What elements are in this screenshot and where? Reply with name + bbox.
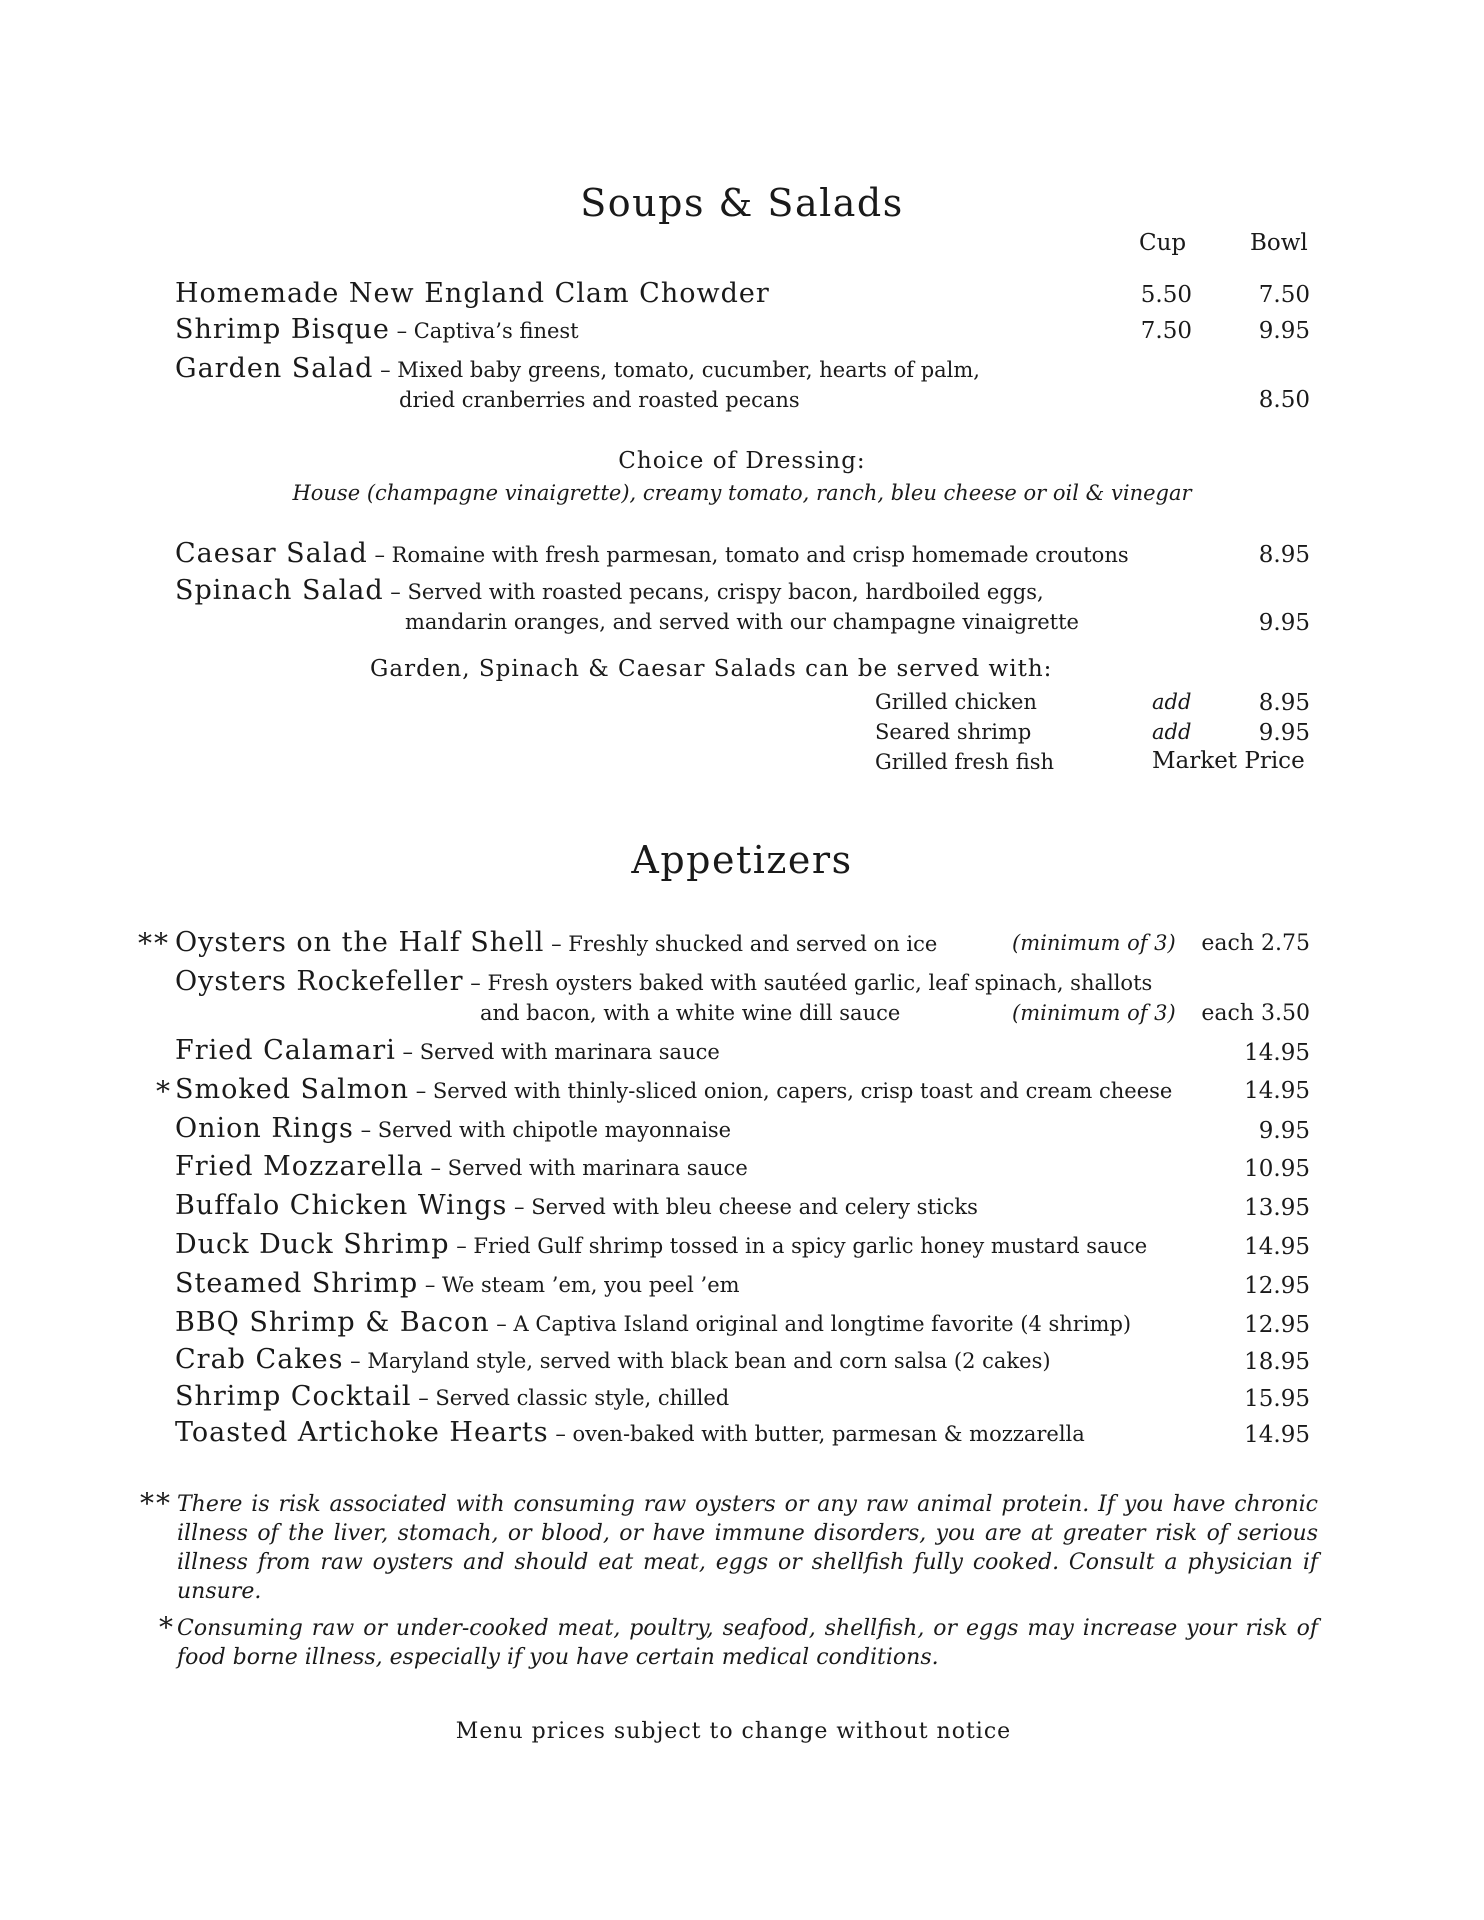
- item-description: – Fresh oysters baked with sautéed garlic, leaf spinach, shallots: [463, 971, 1153, 995]
- addon-price: 9.95: [1258, 720, 1310, 746]
- addon-item: Seared shrimp: [875, 720, 1032, 744]
- item-description: – Served with marinara sauce: [423, 1156, 748, 1180]
- menu-item-steamed-shrimp: [175, 1270, 740, 1297]
- cup-price: 5.50: [1140, 282, 1192, 308]
- menu-item-fried-calamari: [175, 1037, 720, 1064]
- appetizers-heading: Appetizers: [631, 838, 853, 882]
- item-name: Spinach Salad: [175, 575, 384, 606]
- item-price: 13.95: [1244, 1195, 1310, 1221]
- menu-item-crab-cakes: [175, 1346, 1051, 1373]
- addons-heading: Garden, Spinach & Caesar Salads can be served with:: [370, 656, 1053, 682]
- item-description: – Captiva’s finest: [389, 319, 579, 343]
- item-description: – Fried Gulf shrimp tossed in a spicy garlic honey mustard sauce: [449, 1234, 1148, 1258]
- item-description: – Served with thinly-sliced onion, capers, crisp toast and cream cheese: [409, 1079, 1173, 1103]
- asterisk-mark: *: [156, 1075, 172, 1108]
- item-price: 12.95: [1244, 1312, 1310, 1338]
- menu-item-oysters-half-shell: [175, 929, 937, 956]
- item-price: each 3.50: [1201, 1001, 1310, 1026]
- item-price: 8.95: [1258, 542, 1310, 568]
- menu-item-fried-mozzarella: [175, 1153, 748, 1180]
- menu-item-artichoke-hearts: [175, 1419, 1085, 1446]
- item-price: 12.95: [1244, 1273, 1310, 1299]
- menu-item-smoked-salmon: [175, 1076, 1172, 1103]
- item-price: each 2.75: [1201, 931, 1310, 956]
- menu-item-duck-duck-shrimp: [175, 1231, 1147, 1258]
- item-description: – Served with roasted pecans, crispy bacon, hardboiled eggs,: [383, 580, 1044, 604]
- menu-item-oysters-rockefeller: [175, 968, 1152, 995]
- addon-item: Grilled fresh fish: [875, 750, 1055, 774]
- item-name: Toasted Artichoke Hearts: [175, 1417, 549, 1448]
- addon-price: 8.95: [1258, 690, 1310, 716]
- item-description: – A Captiva Island original and longtime favorite (4 shrimp): [489, 1312, 1132, 1336]
- item-description: – We steam ’em, you peel ’em: [418, 1273, 740, 1297]
- item-description: – Romaine with fresh parmesan, tomato and crisp homemade croutons: [367, 543, 1129, 567]
- menu-item-shrimp-bisque: [175, 316, 579, 343]
- item-price: 10.95: [1244, 1156, 1310, 1182]
- item-description: – Served classic style, chilled: [411, 1386, 730, 1410]
- item-name: Shrimp Bisque: [175, 314, 390, 345]
- addon-label: add: [1152, 690, 1192, 714]
- menu-item-buffalo-wings: [175, 1192, 978, 1219]
- minimum-qualifier: (minimum of 3): [1012, 1001, 1176, 1025]
- item-price: 15.95: [1244, 1386, 1310, 1412]
- menu-item-onion-rings: [175, 1115, 731, 1142]
- item-description-continued: and bacon, with a white wine dill sauce: [480, 1001, 901, 1025]
- undercooked-warning: Consuming raw or under-cooked meat, poultry, seafood, shellfish, or eggs may increase your risk of food borne illness, especially if you have certain medical conditions.: [177, 1616, 1318, 1670]
- item-price: 9.95: [1258, 1118, 1310, 1144]
- addon-item: Grilled chicken: [875, 690, 1037, 714]
- item-name: Buffalo Chicken Wings: [175, 1190, 508, 1221]
- item-name: Onion Rings: [175, 1113, 354, 1144]
- double-asterisk-mark: **: [140, 1487, 172, 1520]
- bowl-column-header: Bowl: [1250, 230, 1308, 256]
- menu-item-caesar-salad: [175, 540, 1129, 567]
- item-name: Oysters on the Half Shell: [175, 927, 545, 958]
- price-disclaimer: Menu prices subject to change without notice: [455, 1719, 1012, 1744]
- item-price: 8.50: [1258, 387, 1310, 413]
- item-name: Duck Duck Shrimp: [175, 1229, 450, 1260]
- raw-oyster-warning: There is risk associated with consuming raw oysters or any raw animal protein. If you have chronic illness of the liver, stomach, or blood, or have immune disorders, you are at greater risk of serious illness from raw oysters and should eat meat, eggs or shellfish fully cooked. Consult a physician if unsure.: [177, 1492, 1318, 1604]
- menu-item-spinach-salad: [175, 577, 1044, 604]
- item-name: Caesar Salad: [175, 538, 368, 569]
- addon-label: Market Price: [1152, 748, 1305, 774]
- double-asterisk-mark: **: [138, 927, 170, 960]
- item-price: 14.95: [1244, 1078, 1310, 1104]
- item-description: – Freshly shucked and served on ice: [544, 932, 938, 956]
- item-price: 14.95: [1244, 1422, 1310, 1448]
- item-price: 14.95: [1244, 1040, 1310, 1066]
- menu-item-garden-salad: [175, 355, 980, 382]
- item-description-continued: dried cranberries and roasted pecans: [399, 388, 800, 412]
- item-name: Steamed Shrimp: [175, 1268, 419, 1299]
- item-price: 9.95: [1258, 610, 1310, 636]
- item-name: Garden Salad: [175, 353, 374, 384]
- asterisk-mark: *: [159, 1611, 175, 1644]
- soups-salads-heading: Soups & Salads: [580, 181, 904, 225]
- item-description: – Maryland style, served with black bean and corn salsa (2 cakes): [343, 1349, 1051, 1373]
- item-name: Smoked Salmon: [175, 1074, 410, 1105]
- item-description-continued: mandarin oranges, and served with our champagne vinaigrette: [405, 610, 1079, 634]
- item-name: Shrimp Cocktail: [175, 1381, 412, 1412]
- dressing-list: House (champagne vinaigrette), creamy tomato, ranch, bleu cheese or oil & vinegar: [292, 481, 1192, 505]
- item-description: – Served with bleu cheese and celery sticks: [507, 1195, 978, 1219]
- addon-label: add: [1152, 720, 1192, 744]
- cup-column-header: Cup: [1139, 230, 1187, 256]
- bowl-price: 7.50: [1258, 282, 1310, 308]
- item-price: 18.95: [1244, 1349, 1310, 1375]
- item-description: – oven-baked with butter, parmesan & mozzarella: [548, 1422, 1085, 1446]
- item-description: – Served with marinara sauce: [395, 1040, 720, 1064]
- menu-item-shrimp-cocktail: [175, 1383, 729, 1410]
- menu-item-clam-chowder: [175, 280, 770, 307]
- minimum-qualifier: (minimum of 3): [1012, 931, 1176, 955]
- item-name: Homemade New England Clam Chowder: [175, 278, 770, 309]
- item-name: Crab Cakes: [175, 1344, 344, 1375]
- item-description: – Mixed baby greens, tomato, cucumber, hearts of palm,: [373, 358, 980, 382]
- cup-price: 7.50: [1140, 318, 1192, 344]
- item-price: 14.95: [1244, 1234, 1310, 1260]
- item-name: BBQ Shrimp & Bacon: [175, 1307, 490, 1338]
- item-name: Fried Calamari: [175, 1035, 396, 1066]
- dressing-heading: Choice of Dressing:: [618, 448, 866, 474]
- item-name: Oysters Rockefeller: [175, 966, 464, 997]
- item-description: – Served with chipotle mayonnaise: [353, 1118, 732, 1142]
- bowl-price: 9.95: [1258, 318, 1310, 344]
- menu-item-bbq-shrimp-bacon: [175, 1309, 1131, 1336]
- item-name: Fried Mozzarella: [175, 1151, 424, 1182]
